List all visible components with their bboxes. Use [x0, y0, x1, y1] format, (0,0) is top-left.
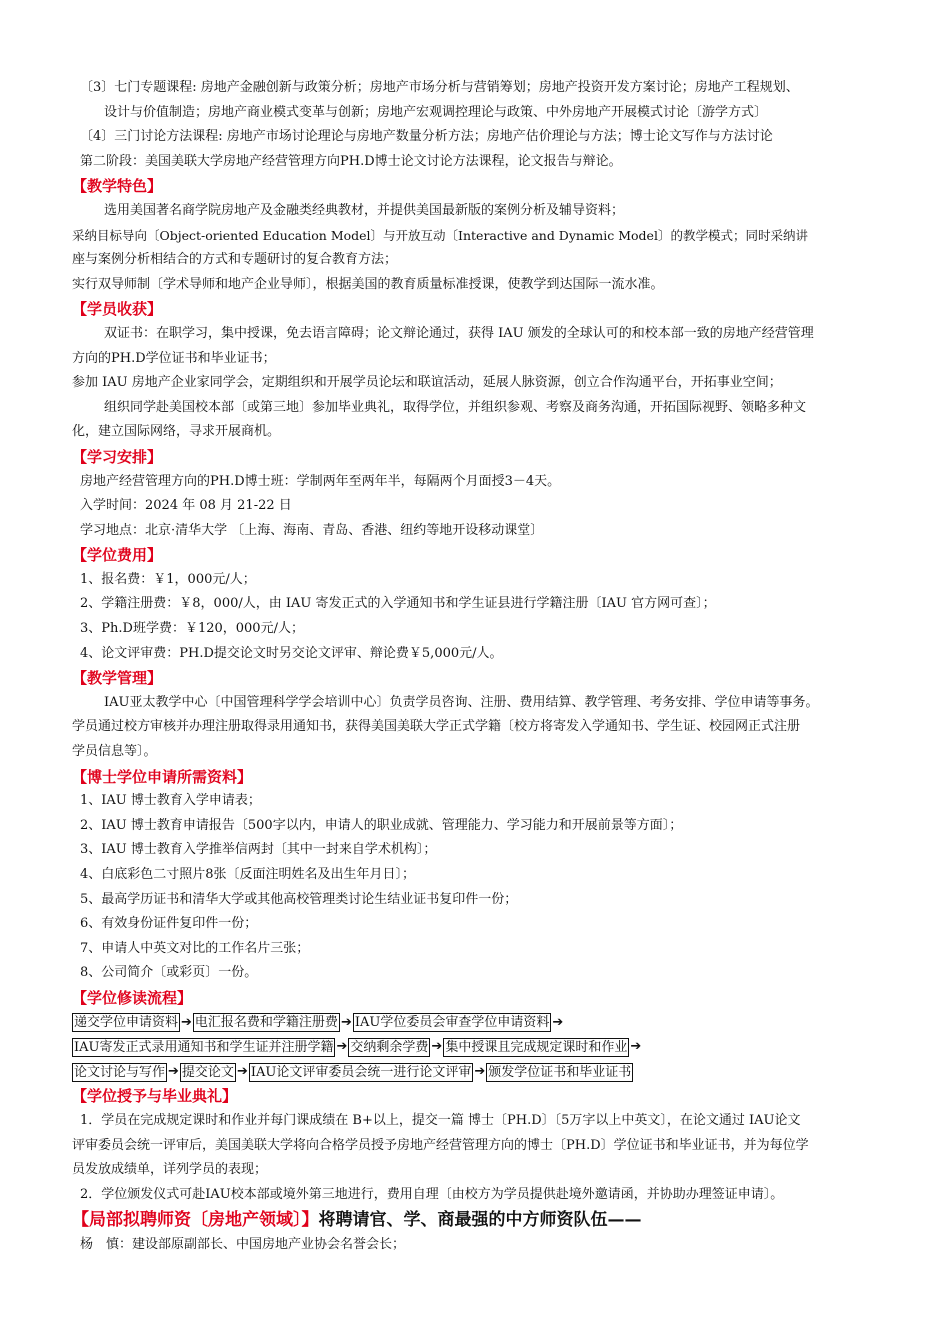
teaching-p1: 选用美国著名商学院房地产及金融类经典教材，并提供美国最新版的案例分析及辅导资料； — [104, 202, 625, 218]
gains-p3-line1: 组织同学赴美国校本部〔或第三地〕参加毕业典礼，取得学位，并组织参观、考察及商务沟通，开拓国际视野、领略多种文 — [104, 399, 807, 415]
degree-p1-line3: 员发放成绩单，详列学员的表现； — [72, 1162, 268, 1178]
degree-p1-line1: 1．学员在完成规定课时和作业并每门课成绩在 B+以上，提交一篇 博士〔PH.D〕〔5万字以上中英文〕，在论文通过 IAU论文 — [80, 1112, 801, 1128]
teaching-p3: 实行双导师制〔学术导师和地产企业导师〕，根据美国的教育质量标准授课，使教学到达国际一流水准。 — [72, 276, 664, 292]
application-item: 2、IAU 博士教育申请报告〔500字以内，申请人的职业成就、管理能力、学习能力和开展前景等方面〕； — [80, 817, 683, 833]
process-step: 提交论文 — [181, 1064, 234, 1080]
teaching-p2-line1: 采纳目标导向〔Object-oriented Education Model〕与开放互动〔Interactive and Dynamic Model〕的教学模式；同时采纳讲 — [72, 227, 808, 243]
course-item-3-line2: 设计与价值制造；房地产商业模式变革与创新；房地产宏观调控理论与政策、中外房地产开展模式讨论〔游学方式〕 — [104, 104, 768, 120]
schedule-p1: 房地产经营管理方向的PH.D博士班：学制两年至两年半，每隔两个月面授3－4天。 — [80, 473, 561, 489]
fee-item: 3、Ph.D班学费：￥120，000元/人； — [80, 621, 304, 637]
management-p2-line2: 学员信息等〕。 — [72, 744, 157, 760]
section-heading-gains: 【学员收获】 — [72, 300, 163, 319]
arrow-right-icon: ➔ — [630, 1039, 642, 1055]
application-item: 3、IAU 博士教育入学推举信两封〔其中一封来自学术机构〕； — [80, 842, 437, 858]
application-item: 6、有效身份证件复印件一份； — [80, 916, 258, 932]
process-step: 递交学位申请资料 — [74, 1015, 179, 1031]
arrow-right-icon: ➔ — [340, 1014, 352, 1030]
section-heading-degree: 【学位授予与毕业典礼】 — [72, 1087, 238, 1106]
course-item-4: 〔4〕三门讨论方法课程: 房地产市场讨论理论与房地产数量分析方法；房地产估价理论与方法；博士论文写作与方法讨论 — [80, 129, 773, 145]
fee-item: 1、报名费：￥1，000元/人； — [80, 571, 256, 587]
arrow-right-icon: ➔ — [181, 1014, 192, 1030]
schedule-p2: 入学时间：2024 年 08 月 21-22 日 — [80, 498, 292, 514]
management-p2-line1: 学员通过校方审核并办理注册取得录用通知书，获得美国美联大学正式学籍〔校方将寄发入学通知书、学生证、校园网正式注册 — [72, 719, 801, 735]
application-item: 1、IAU 博士教育入学申请表； — [80, 793, 261, 809]
process-flow-row-3 — [72, 1060, 892, 1085]
arrow-right-icon: ➔ — [168, 1063, 179, 1079]
fee-item: 4、论文评审费：PH.D提交论文时另交论文评审、辩论费￥5,000元/人。 — [80, 645, 503, 661]
process-step: 颁发学位证书和毕业证书 — [488, 1064, 632, 1080]
process-step: 论文讨论与写作 — [74, 1064, 166, 1080]
application-item: 8、公司简介〔或彩页〕一份。 — [80, 965, 258, 981]
application-item: 4、白底彩色二寸照片8张〔反面注明姓名及出生年月日〕； — [80, 867, 416, 882]
application-item: 5、最高学历证书和清华大学或其他高校管理类讨论生结业证书复印件一份； — [80, 891, 518, 907]
degree-p2: 2．学位颁发仪式可赴IAU校本部或境外第三地进行，费用自理〔由校方为学员提供赴境外邀请函，并协助办理签证申请〕。 — [80, 1186, 784, 1202]
degree-p1-line2: 评审委员会统一评审后，美国美联大学将向合格学员授予房地产经营管理方向的博士〔PH.D〕学位证书和毕业证书，并为每位学 — [72, 1137, 809, 1153]
management-p1: IAU亚太教学中心〔中国管理科学学会培训中心〕负责学员咨询、注册、费用结算、教学管理、考务安排、学位申请等事务。 — [104, 694, 819, 710]
process-step: 集中授课且完成规定课时和作业 — [445, 1039, 628, 1055]
arrow-right-icon: ➔ — [336, 1039, 348, 1055]
gains-p1-line1: 双证书：在职学习，集中授课，免去语言障碍；论文辩论通过，获得 IAU 颁发的全球认可的和校本部一致的房地产经营管理 — [104, 325, 814, 341]
gains-p1-line2: 方向的PH.D学位证书和毕业证书； — [72, 350, 276, 366]
faculty-heading-line — [72, 1207, 892, 1233]
application-item: 7、申请人中英文对比的工作名片三张； — [80, 940, 310, 956]
section-heading-teaching: 【教学特色】 — [72, 177, 163, 196]
faculty-member: 杨 慎：建设部原副部长、中国房地产业协会名誉会长； — [80, 1237, 406, 1253]
process-step: IAU学位委员会审查学位申请资料 — [354, 1015, 550, 1031]
schedule-p3: 学习地点：北京·清华大学 〔上海、海南、青岛、香港、纽约等地开设移动课堂〕 — [80, 522, 544, 538]
arrow-right-icon: ➔ — [552, 1014, 564, 1030]
process-step: IAU寄发正式录用通知书和学生证并注册学籍 — [74, 1039, 334, 1055]
gains-p3-line2: 化，建立国际网络，寻求开展商机。 — [72, 424, 281, 440]
process-step: IAU论文评审委员会统一进行论文评审 — [250, 1064, 472, 1080]
process-step: 交纳剩余学费 — [350, 1039, 429, 1055]
section-heading-management: 【教学管理】 — [72, 669, 163, 688]
stage-two: 第二阶段：美国美联大学房地产经营管理方向PH.D博士论文讨论方法课程，论文报告与辩论。 — [80, 153, 622, 169]
arrow-right-icon: ➔ — [236, 1063, 248, 1079]
arrow-right-icon: ➔ — [474, 1063, 486, 1079]
process-flow-row-1 — [72, 1011, 892, 1036]
faculty-tagline: 将聘请官、学、商最强的中方师资队伍—— — [318, 1210, 642, 1231]
section-heading-fees: 【学位费用】 — [72, 546, 163, 565]
process-step: 电汇报名费和学籍注册费 — [194, 1015, 338, 1031]
course-item-3-line1: 〔3〕七门专题课程: 房地产金融创新与政策分析；房地产市场分析与营销筹划；房地产投资开发方案讨论；房地产工程规划、 — [80, 80, 799, 95]
document-page — [72, 76, 892, 1258]
fee-item: 2、学籍注册费：￥8，000/人，由 IAU 寄发正式的入学通知书和学生证县进行学籍注册〔IAU 官方网可查〕； — [80, 596, 716, 612]
section-heading-faculty: 【局部拟聘师资〔房地产领域〕】 — [72, 1210, 319, 1231]
section-heading-application: 【博士学位申请所需资料】 — [72, 767, 253, 786]
arrow-right-icon: ➔ — [431, 1039, 443, 1055]
teaching-p2-line2: 座与案例分析相结合的方式和专题研讨的复合教育方法； — [72, 252, 398, 268]
gains-p2: 参加 IAU 房地产企业家同学会，定期组织和开展学员论坛和联谊活动，延展人脉资源，创立合作沟通平台，开拓事业空间； — [72, 375, 782, 391]
section-heading-schedule: 【学习安排】 — [72, 447, 163, 466]
section-heading-process: 【学位修读流程】 — [72, 988, 193, 1007]
process-flow-row-2 — [72, 1035, 892, 1060]
